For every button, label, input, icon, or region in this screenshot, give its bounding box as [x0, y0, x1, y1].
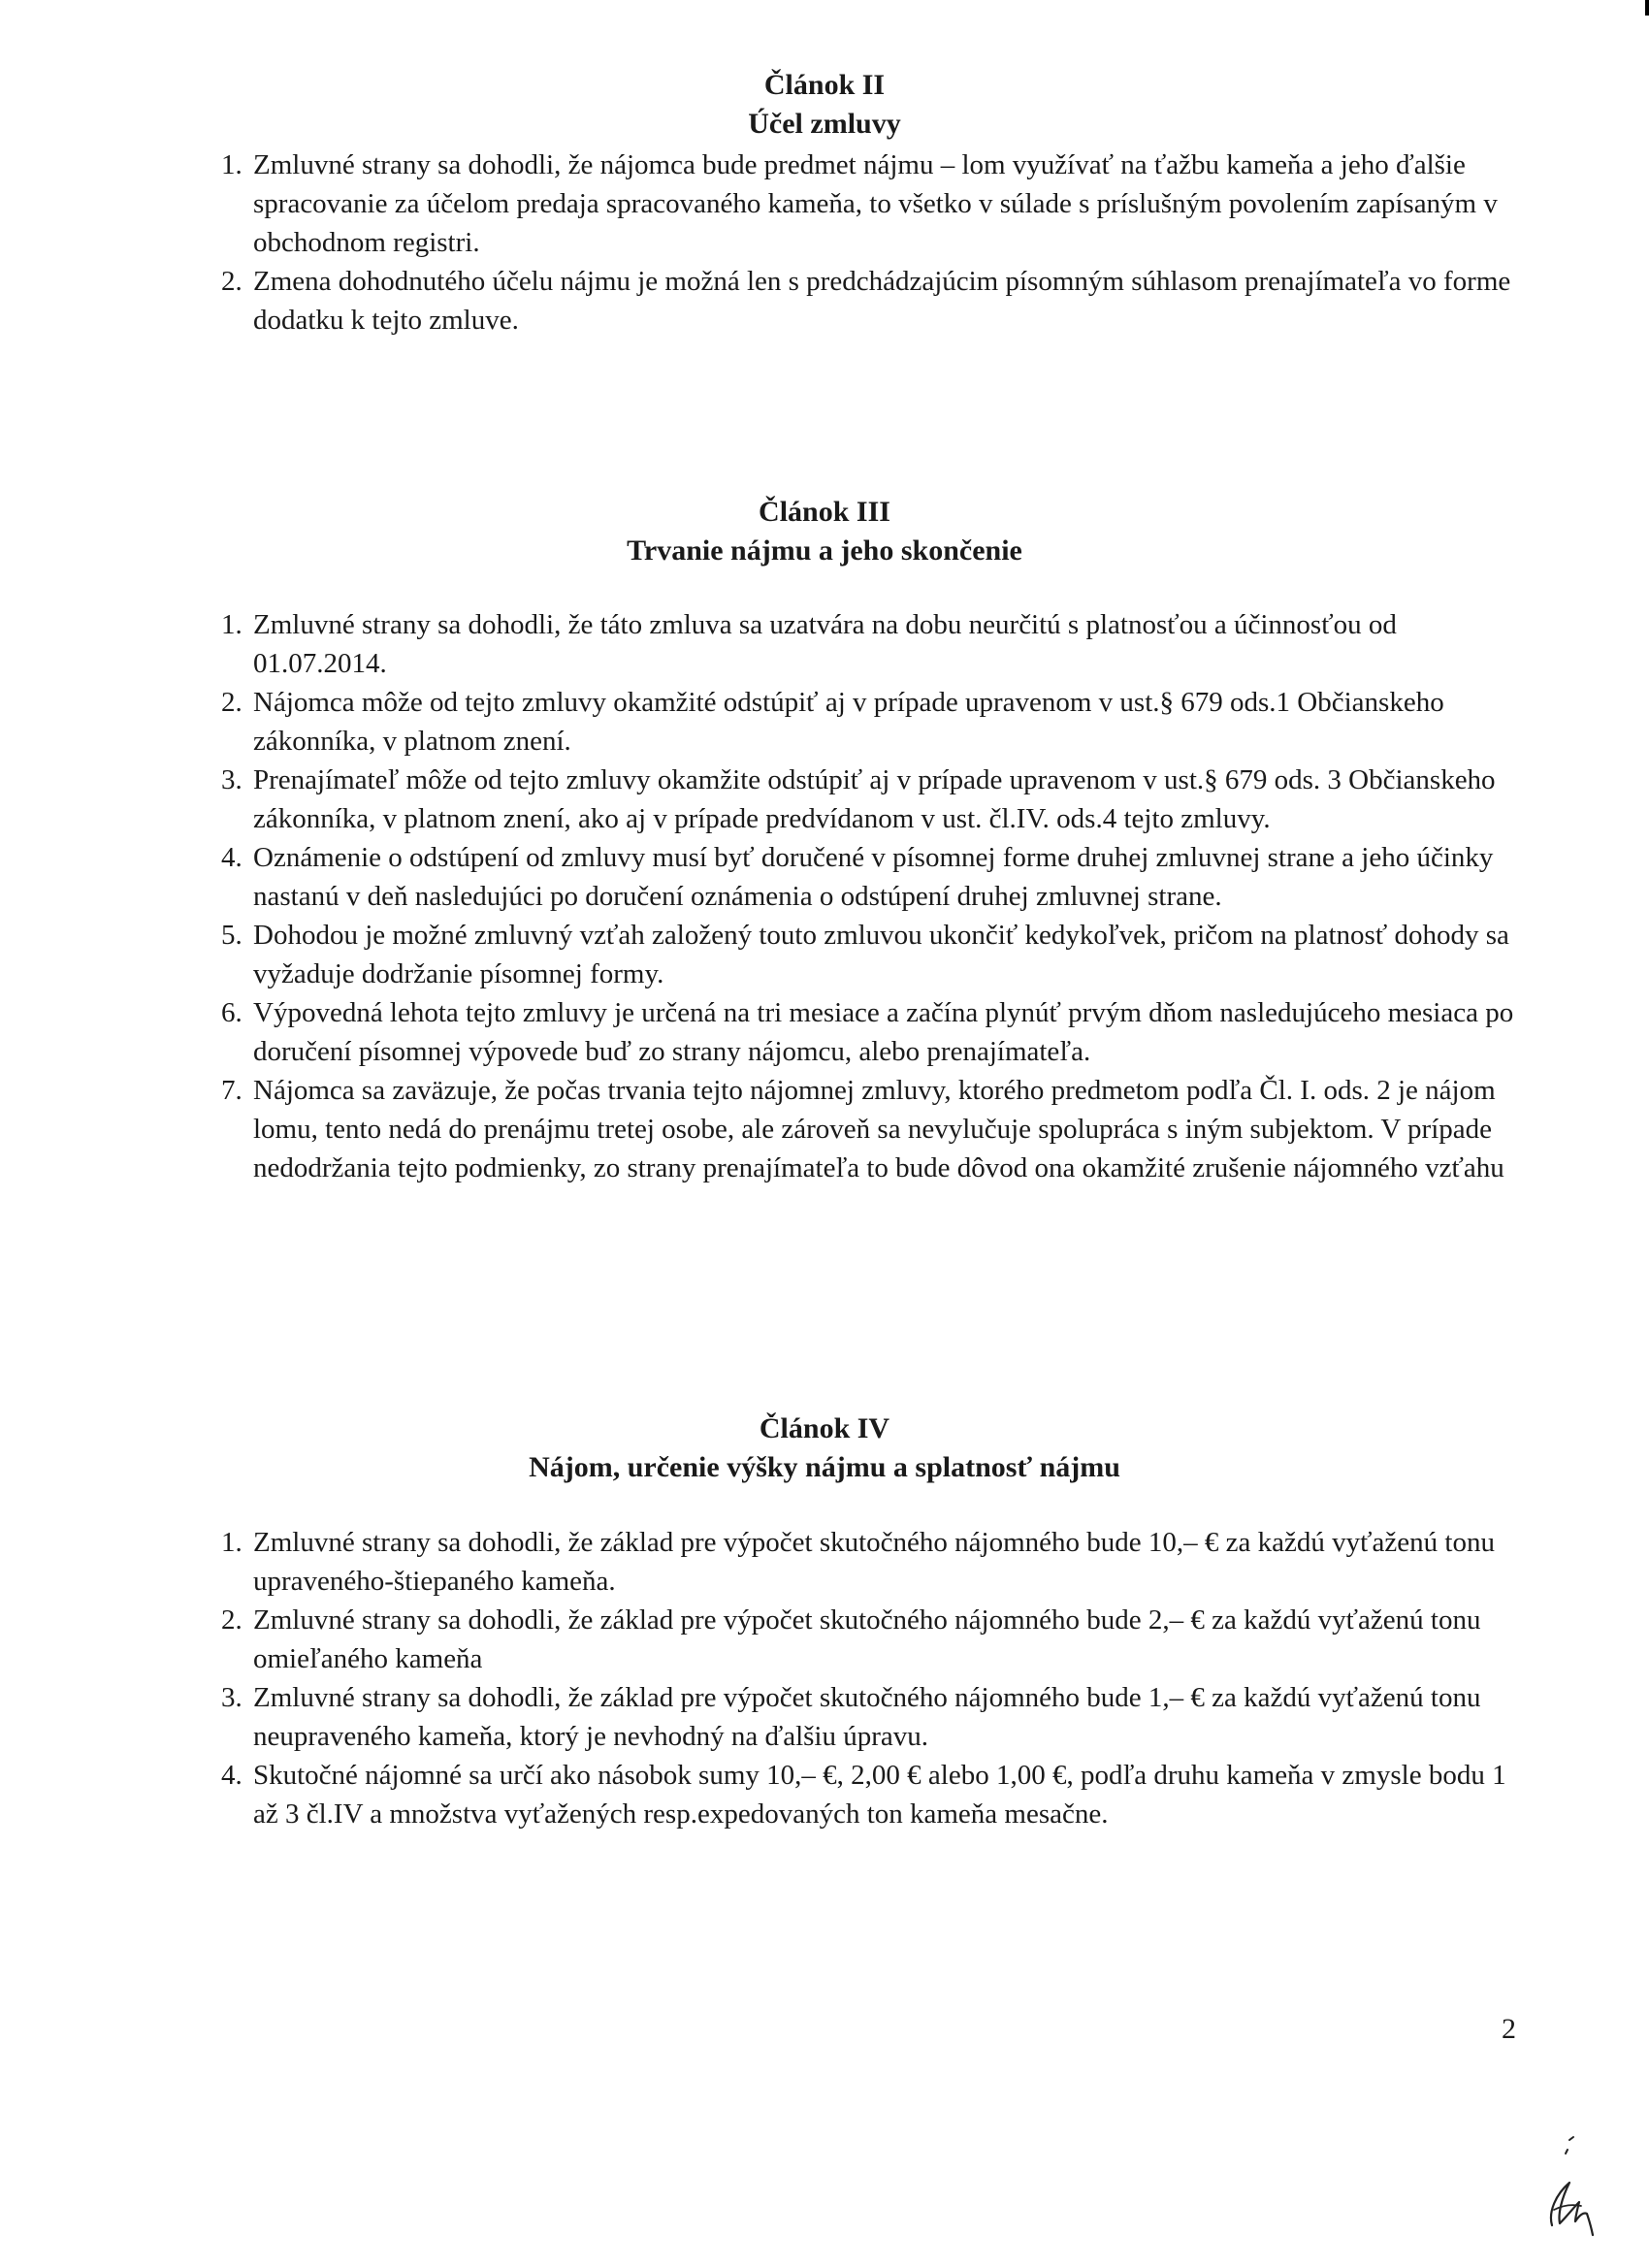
- clause-number: 5.: [221, 920, 242, 951]
- clause-number: 2.: [221, 687, 242, 718]
- clause-number: 1.: [221, 609, 242, 640]
- clause-number: 1.: [221, 1527, 242, 1558]
- clause-text: Nájomca sa zaväzuje, že počas trvania tejto nájomnej zmluvy, ktorého predmetom podľa Čl. I. ods. 2 je nájom lomu, tento nedá do prenájmu tretej osobe, ale zároveň sa nevylučuje spolupráca s iným subjektom. V prípade nedodržania tejto podmienky, zo strany prenajímateľa to bude dôvod ona okamžité zrušenie nájomného vzťahu: [253, 1075, 1504, 1183]
- article-4-clauses: [0, 1523, 1649, 1833]
- clause: [0, 683, 1524, 761]
- clause-number: 3.: [221, 764, 242, 795]
- clause: [0, 262, 1524, 340]
- article-2: [0, 66, 1649, 144]
- clause-text: Zmluvné strany sa dohodli, že nájomca bude predmet nájmu – lom využívať na ťažbu kameňa a jeho ďalšie spracovanie za účelom predaja spracovaného kameňa, to všetko v súlade s príslušným povolením zapísaným v obchodnom registri.: [253, 149, 1498, 258]
- clause-number: 7.: [221, 1075, 242, 1106]
- article-title: Článok II: [763, 69, 886, 101]
- clause-number: 4.: [221, 1760, 242, 1791]
- page-number: 2: [1502, 2013, 1516, 2045]
- article-title: Článok IV: [759, 1412, 890, 1444]
- handwritten-initials: [1513, 2134, 1620, 2241]
- article-subtitle: Účel zmluvy: [748, 108, 901, 140]
- clause-text: Zmluvné strany sa dohodli, že základ pre výpočet skutočného nájomného bude 10,– € za každú vyťaženú tonu upraveného-štiepaného kameňa.: [253, 1527, 1495, 1597]
- clause-text: Zmluvné strany sa dohodli, že základ pre výpočet skutočného nájomného bude 2,– € za každú vyťaženú tonu omieľaného kameňa: [253, 1604, 1481, 1674]
- clause-text: Zmluvné strany sa dohodli, že táto zmluva sa uzatvára na dobu neurčitú s platnosťou a účinnosťou od 01.07.2014.: [253, 609, 1397, 679]
- clause-text: Zmena dohodnutého účelu nájmu je možná len s predchádzajúcim písomným súhlasom prenajímateľa vo forme dodatku k tejto zmluve.: [253, 266, 1511, 336]
- clause: [0, 1071, 1524, 1187]
- clause-text: Oznámenie o odstúpení od zmluvy musí byť doručené v písomnej forme druhej zmluvnej strane a jeho účinky nastanú v deň nasledujúci po doručení oznámenia o odstúpení druhej zmluvnej strane.: [253, 842, 1494, 912]
- clause: [0, 838, 1524, 916]
- scan-edge-mark: [1645, 0, 1649, 16]
- clause: [0, 916, 1524, 993]
- clause: [0, 605, 1524, 683]
- article-2-clauses: [0, 146, 1649, 340]
- clause-number: 2.: [221, 1604, 242, 1636]
- clause-number: 1.: [221, 149, 242, 180]
- clause: [0, 146, 1524, 262]
- clause: [0, 1601, 1524, 1678]
- clause-number: 2.: [221, 266, 242, 297]
- clause: [0, 1523, 1524, 1601]
- clause-number: 6.: [221, 997, 242, 1028]
- article-subtitle: Nájom, určenie výšky nájmu a splatnosť nájmu: [529, 1451, 1120, 1483]
- clause-number: 3.: [221, 1682, 242, 1713]
- clause: [0, 1678, 1524, 1756]
- clause-text: Výpovedná lehota tejto zmluvy je určená na tri mesiace a začína plynúť prvým dňom nasledujúceho mesiaca po doručení písomnej výpovede buď zo strany nájomcu, alebo prenajímateľa.: [253, 997, 1514, 1067]
- article-subtitle: Trvanie nájmu a jeho skončenie: [627, 535, 1022, 567]
- clause: [0, 1756, 1524, 1833]
- clause-number: 4.: [221, 842, 242, 873]
- article-3-clauses: [0, 605, 1649, 1187]
- clause-text: Prenajímateľ môže od tejto zmluvy okamžite odstúpiť aj v prípade upravenom v ust.§ 679 ods. 3 Občianskeho zákonníka, v platnom znení, ako aj v prípade predvídanom v ust. čl.IV. ods.4 tejto zmluvy.: [253, 764, 1496, 834]
- clause: [0, 993, 1524, 1071]
- clause: [0, 761, 1524, 838]
- clause-text: Nájomca môže od tejto zmluvy okamžité odstúpiť aj v prípade upravenom v ust.§ 679 ods.1 Občianskeho zákonníka, v platnom znení.: [253, 687, 1444, 757]
- clause-text: Dohodou je možné zmluvný vzťah založený touto zmluvou ukončiť kedykoľvek, pričom na platnosť dohody sa vyžaduje dodržanie písomnej formy.: [253, 920, 1509, 989]
- article-3: [0, 493, 1649, 570]
- clause-text: Skutočné nájomné sa určí ako násobok sumy 10,– €, 2,00 € alebo 1,00 €, podľa druhu kameňa v zmysle bodu 1 až 3 čl.IV a množstva vyťažených resp.expedovaných ton kameňa mesačne.: [253, 1760, 1506, 1830]
- article-4: [0, 1409, 1649, 1487]
- article-title: Článok III: [759, 496, 890, 528]
- clause-text: Zmluvné strany sa dohodli, že základ pre výpočet skutočného nájomného bude 1,– € za každú vyťaženú tonu neupraveného kameňa, ktorý je nevhodný na ďalšiu úpravu.: [253, 1682, 1481, 1752]
